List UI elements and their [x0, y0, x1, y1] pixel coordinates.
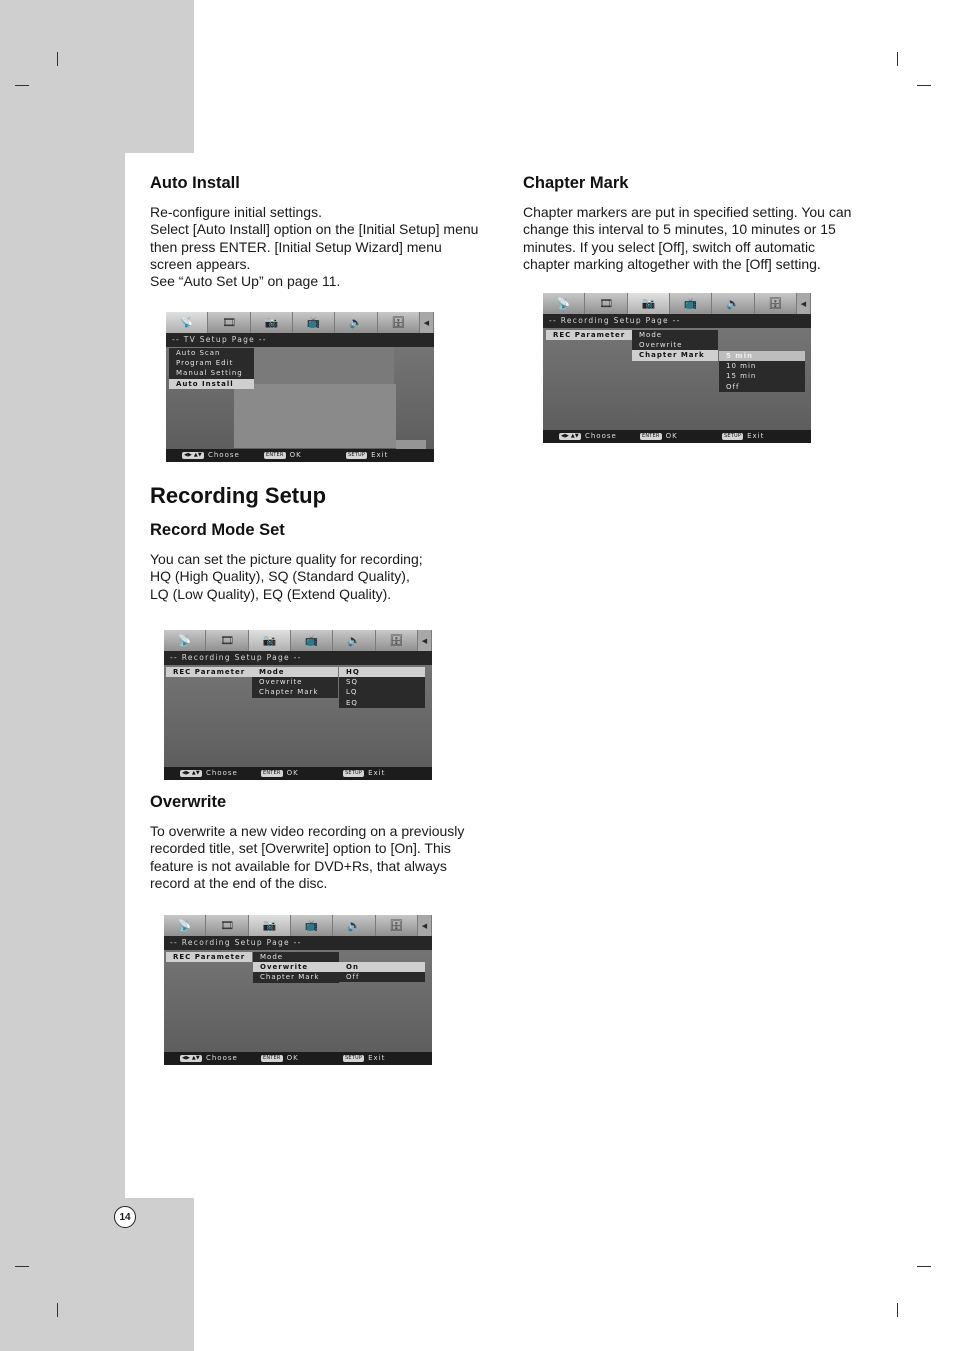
category-menu — [166, 667, 252, 677]
speaker-icon[interactable]: 🔈 — [333, 915, 375, 936]
text-line: You can set the picture quality for recording; — [150, 551, 423, 567]
osd-tab-bar — [543, 293, 811, 314]
menu-item-overwrite[interactable]: Overwrite — [252, 677, 338, 687]
setup-key-icon: SETUP — [345, 769, 363, 776]
margin-band-top — [0, 0, 194, 153]
tv-icon[interactable]: 📺 — [670, 293, 712, 314]
lock-icon[interactable]: 🗄 — [378, 312, 420, 333]
menu-item-program-edit[interactable]: Program Edit — [169, 358, 254, 368]
speaker-icon[interactable]: 🔈 — [335, 312, 377, 333]
satellite-dish-icon[interactable]: 📡 — [164, 630, 206, 651]
footer-choose: Choose — [207, 451, 240, 459]
crop-mark — [897, 1303, 898, 1317]
camera-icon[interactable]: 📷 — [249, 630, 291, 651]
text-line: feature is not available for DVD+Rs, that always — [150, 857, 447, 874]
footer-exit: Exit — [368, 769, 386, 777]
page-number: 14 — [114, 1206, 136, 1228]
overwrite-screenshot — [164, 915, 432, 1065]
tv-icon[interactable]: 📺 — [291, 915, 333, 936]
tv-preview-block — [234, 384, 396, 448]
menu-item-overwrite[interactable]: Overwrite — [632, 340, 718, 350]
rec-parameter-menu — [253, 952, 339, 983]
text-line: Chapter markers are put in specified setting. You can — [523, 204, 852, 220]
osd-footer — [543, 430, 811, 443]
margin-band-bottom — [0, 1198, 194, 1351]
text-line: change this interval to 5 minutes, 10 minutes or 15 — [523, 221, 836, 238]
menu-item-rec-parameter[interactable]: REC Parameter — [166, 667, 252, 677]
setup-key-icon: SETUP — [345, 1054, 363, 1061]
option-5-min[interactable]: 5 min — [719, 351, 805, 361]
menu-item-chapter-mark[interactable]: Chapter Mark — [632, 350, 718, 360]
text-line: chapter marking altogether with the [Off] setting. — [523, 255, 821, 272]
camera-icon[interactable]: 📷 — [249, 915, 291, 936]
setup-key-icon: SETUP — [348, 451, 366, 458]
menu-item-rec-parameter[interactable]: REC Parameter — [166, 952, 252, 962]
option-15-min[interactable]: 15 min — [719, 371, 805, 381]
recording-setup-heading: Recording Setup — [150, 483, 327, 508]
menu-item-chapter-mark[interactable]: Chapter Mark — [253, 972, 339, 982]
overwrite-options-menu — [339, 962, 425, 982]
overwrite-text — [150, 823, 500, 892]
menu-item-chapter-mark[interactable]: Chapter Mark — [252, 687, 338, 697]
record-mode-screenshot — [164, 630, 432, 780]
option-eq[interactable]: EQ — [339, 698, 425, 708]
menu-item-mode[interactable]: Mode — [253, 952, 339, 962]
auto-install-text — [150, 204, 500, 290]
option-10-min[interactable]: 10 min — [719, 361, 805, 371]
footer-ok: OK — [289, 451, 302, 459]
arrow-left-icon[interactable]: ◀ — [797, 293, 811, 314]
text-line: then press ENTER. [Initial Setup Wizard] menu — [150, 238, 442, 255]
arrow-keys-icon: ◀▶ ▲▼ — [182, 769, 200, 776]
footer-exit: Exit — [747, 432, 765, 440]
arrow-left-icon[interactable]: ◀ — [420, 312, 434, 333]
footer-choose: Choose — [205, 769, 238, 777]
text-line: Re-configure initial settings. — [150, 204, 322, 220]
crop-mark — [917, 85, 931, 86]
text-line: LQ (Low Quality), EQ (Extend Quality). — [150, 585, 392, 602]
tv-icon[interactable]: 📺 — [291, 630, 333, 651]
osd-title: -- Recording Setup Page -- — [164, 651, 432, 665]
footer-ok: OK — [665, 432, 678, 440]
osd-footer — [164, 1052, 432, 1065]
arrow-left-icon[interactable]: ◀ — [418, 915, 432, 936]
footer-exit: Exit — [368, 1054, 386, 1062]
enter-key-icon: ENTER — [266, 451, 284, 458]
option-lq[interactable]: LQ — [339, 687, 425, 697]
footer-ok: OK — [286, 1054, 299, 1062]
footer-choose: Choose — [584, 432, 617, 440]
tv-setup-menu — [169, 348, 254, 389]
chapter-mark-heading: Chapter Mark — [523, 174, 629, 192]
speaker-icon[interactable]: 🔈 — [712, 293, 754, 314]
overwrite-heading: Overwrite — [150, 793, 227, 811]
enter-key-icon: ENTER — [263, 1054, 281, 1061]
arrow-left-icon[interactable]: ◀ — [418, 630, 432, 651]
record-mode-set-text — [150, 551, 500, 603]
footer-ok: OK — [286, 769, 299, 777]
chapter-mark-screenshot — [543, 293, 811, 443]
osd-tab-bar — [164, 630, 432, 651]
tv-icon[interactable]: 📺 — [293, 312, 335, 333]
text-line: To overwrite a new video recording on a previously — [150, 823, 465, 839]
menu-item-mode[interactable]: Mode — [632, 330, 718, 340]
osd-title: -- Recording Setup Page -- — [164, 936, 432, 950]
lock-icon[interactable]: 🗄 — [376, 630, 418, 651]
camera-icon[interactable]: 📷 — [251, 312, 293, 333]
arrow-keys-icon: ◀▶ ▲▼ — [182, 1054, 200, 1061]
enter-key-icon: ENTER — [642, 432, 660, 439]
satellite-dish-icon[interactable]: 📡 — [164, 915, 206, 936]
chapter-options-menu — [719, 351, 805, 392]
satellite-dish-icon[interactable]: 📡 — [543, 293, 585, 314]
menu-item-rec-parameter[interactable]: REC Parameter — [546, 330, 632, 340]
category-menu — [546, 330, 632, 340]
osd-tab-bar — [166, 312, 434, 333]
osd-footer — [166, 449, 434, 462]
menu-item-mode[interactable]: Mode — [252, 667, 338, 677]
osd-title: -- Recording Setup Page -- — [543, 314, 811, 328]
option-off[interactable]: Off — [719, 382, 805, 392]
camera-icon[interactable]: 📷 — [628, 293, 670, 314]
rec-parameter-menu — [632, 330, 718, 361]
footer-choose: Choose — [205, 1054, 238, 1062]
crop-mark — [57, 52, 58, 66]
film-icon[interactable]: 🎞 — [206, 630, 248, 651]
lock-icon[interactable]: 🗄 — [376, 915, 418, 936]
film-icon[interactable]: 🎞 — [206, 915, 248, 936]
osd-tab-bar — [164, 915, 432, 936]
menu-item-auto-install[interactable]: Auto Install — [169, 379, 254, 389]
arrow-keys-icon: ◀▶ ▲▼ — [184, 451, 202, 458]
film-icon[interactable]: 🎞 — [585, 293, 627, 314]
record-mode-set-heading: Record Mode Set — [150, 521, 285, 539]
margin-band-left — [0, 153, 125, 1198]
auto-install-heading: Auto Install — [150, 174, 240, 192]
option-off[interactable]: Off — [339, 972, 425, 982]
rec-parameter-menu — [252, 667, 338, 698]
text-line: minutes. If you select [Off], switch off automatic — [523, 238, 816, 255]
crop-mark — [897, 52, 898, 66]
text-line: recorded title, set [Overwrite] option to [On]. This — [150, 840, 451, 857]
text-line: record at the end of the disc. — [150, 874, 328, 891]
menu-item-overwrite[interactable]: Overwrite — [253, 962, 339, 972]
text-line: See “Auto Set Up” on page 11. — [150, 273, 341, 290]
setup-key-icon: SETUP — [724, 432, 742, 439]
chapter-mark-text — [523, 204, 883, 273]
speaker-icon[interactable]: 🔈 — [333, 630, 375, 651]
crop-mark — [15, 85, 29, 86]
osd-title: -- TV Setup Page -- — [166, 333, 434, 347]
arrow-keys-icon: ◀▶ ▲▼ — [561, 432, 579, 439]
option-sq[interactable]: SQ — [339, 677, 425, 687]
option-on[interactable]: On — [339, 962, 425, 972]
lock-icon[interactable]: 🗄 — [755, 293, 797, 314]
text-line: screen appears. — [150, 255, 251, 272]
crop-mark — [917, 1266, 931, 1267]
enter-key-icon: ENTER — [263, 769, 281, 776]
tv-setup-screenshot — [166, 312, 434, 462]
text-line: HQ (High Quality), SQ (Standard Quality), — [150, 568, 410, 585]
film-icon[interactable]: 🎞 — [208, 312, 250, 333]
menu-item-manual-setting[interactable]: Manual Setting — [169, 368, 254, 378]
text-line: Select [Auto Install] option on the [Initial Setup] menu — [150, 221, 479, 238]
category-menu — [166, 952, 252, 962]
osd-footer — [164, 767, 432, 780]
option-hq[interactable]: HQ — [339, 667, 425, 677]
crop-mark — [15, 1266, 29, 1267]
menu-item-auto-scan[interactable]: Auto Scan — [169, 348, 254, 358]
footer-exit: Exit — [371, 451, 389, 459]
satellite-dish-icon[interactable]: 📡 — [166, 312, 208, 333]
mode-options-menu — [339, 667, 425, 708]
crop-mark — [57, 1303, 58, 1317]
